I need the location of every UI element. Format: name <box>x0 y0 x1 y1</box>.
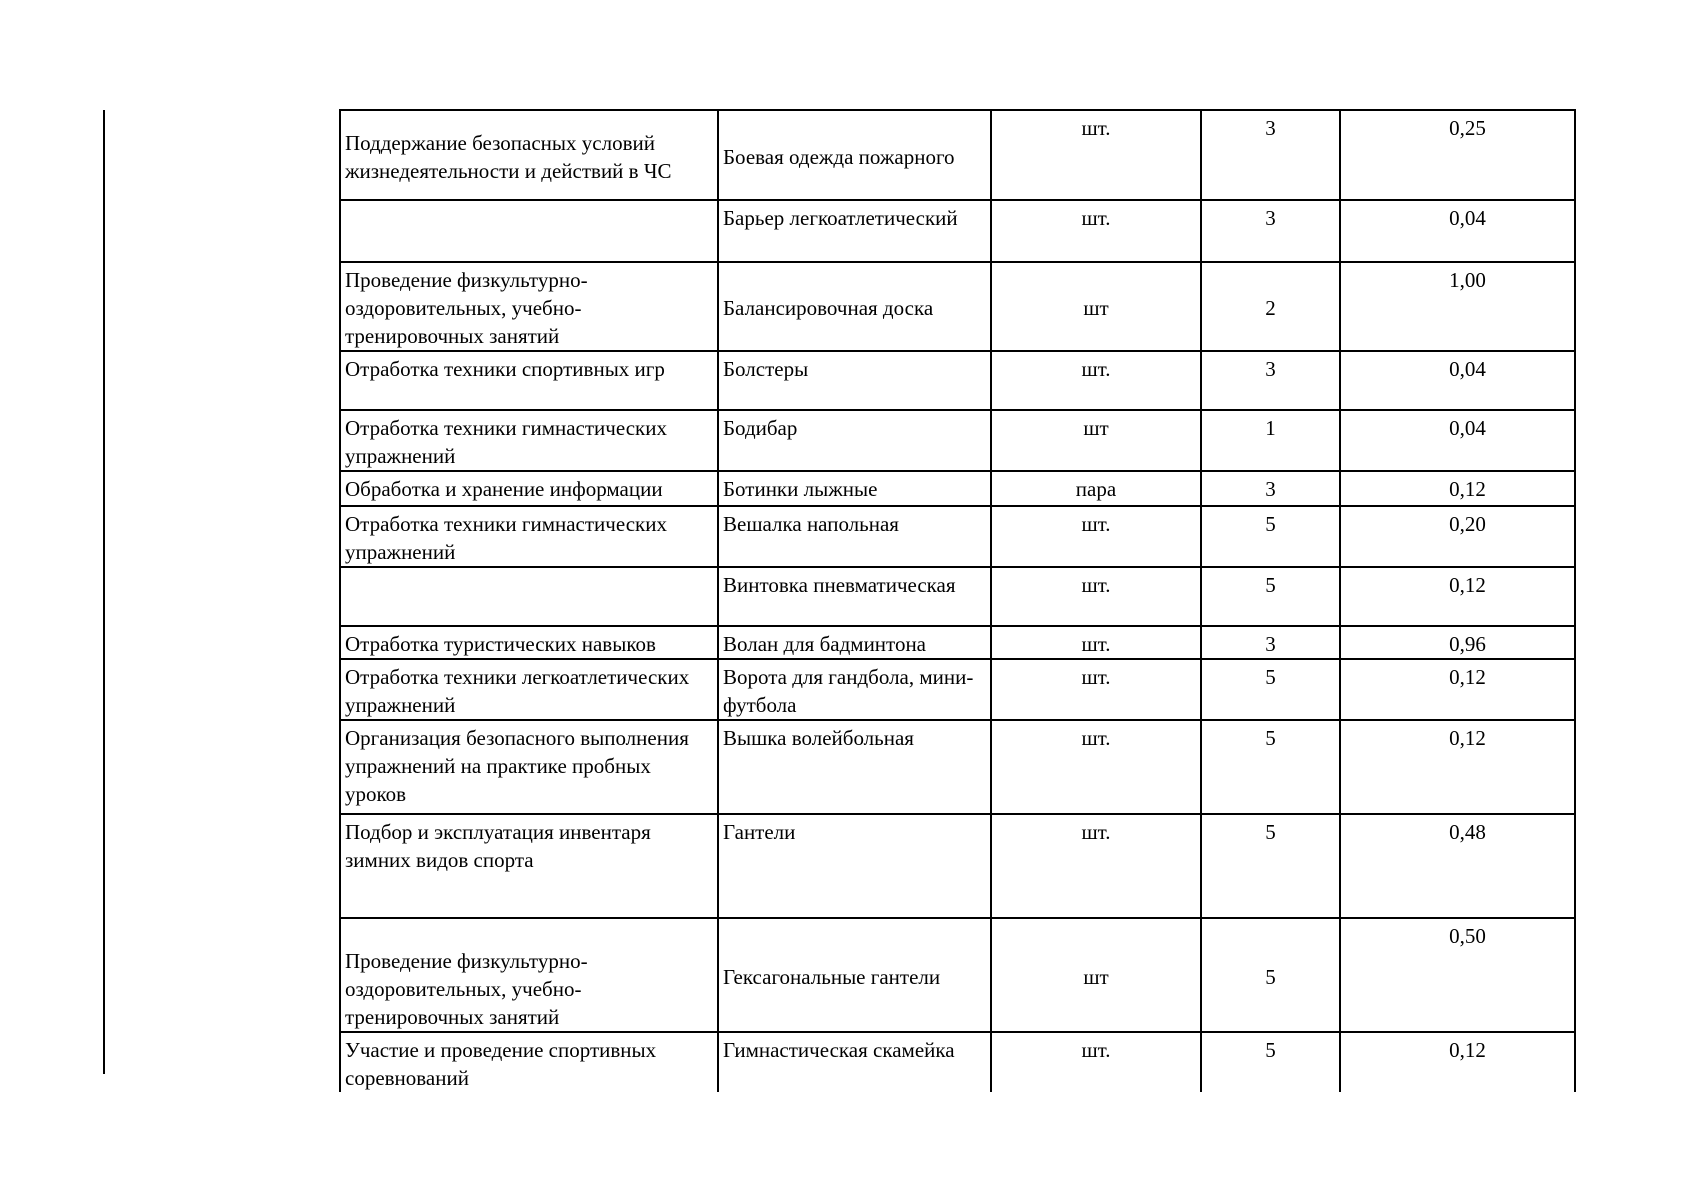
unit-cell: шт. <box>991 567 1201 626</box>
purpose-cell: Отработка техники гимнастических упражнений <box>340 410 718 471</box>
purpose-cell: Обработка и хранение информации <box>340 471 718 506</box>
table-row <box>340 262 1575 351</box>
purpose-cell <box>340 567 718 626</box>
rate-cell <box>1340 626 1575 659</box>
purpose-cell: Проведение физкультурно-оздоровительных, учебно-тренировочных занятий <box>340 918 718 1032</box>
purpose-cell: Отработка туристических навыков <box>340 626 718 659</box>
rate-value: 1,00 <box>1449 268 1486 292</box>
item-cell: Боевая одежда пожарного <box>718 110 991 200</box>
item-cell: Гексагональные гантели <box>718 918 991 1032</box>
table-row <box>340 471 1575 506</box>
qty-cell: 5 <box>1201 506 1340 567</box>
purpose-cell: Организация безопасного выполнения упражнений на практике пробных уроков <box>340 720 718 814</box>
unit-cell: шт <box>991 918 1201 1032</box>
table-row <box>340 659 1575 720</box>
rate-value: 0,20 <box>1449 512 1486 536</box>
qty-cell: 3 <box>1201 200 1340 262</box>
rate-cell <box>1340 471 1575 506</box>
rate-cell <box>1340 918 1575 1032</box>
equipment-table <box>339 109 1576 1092</box>
rate-value: 0,48 <box>1449 820 1486 844</box>
unit-cell: шт. <box>991 200 1201 262</box>
rate-cell <box>1340 410 1575 471</box>
rate-value: 0,12 <box>1449 1038 1486 1062</box>
qty-cell: 2 <box>1201 262 1340 351</box>
rate-cell <box>1340 200 1575 262</box>
table-row <box>340 918 1575 1032</box>
qty-cell: 5 <box>1201 720 1340 814</box>
unit-cell: пара <box>991 471 1201 506</box>
unit-cell: шт. <box>991 720 1201 814</box>
rate-value: 0,12 <box>1449 665 1486 689</box>
item-cell: Барьер легкоатлетический <box>718 200 991 262</box>
purpose-cell: Отработка техники легкоатлетических упражнений <box>340 659 718 720</box>
item-cell: Вешалка напольная <box>718 506 991 567</box>
unit-cell: шт. <box>991 351 1201 410</box>
rate-value: 0,12 <box>1449 477 1486 501</box>
rate-value: 0,96 <box>1449 632 1486 656</box>
table-row <box>340 567 1575 626</box>
qty-cell: 3 <box>1201 351 1340 410</box>
purpose-cell: Отработка техники спортивных игр <box>340 351 718 410</box>
item-cell: Волан для бадминтона <box>718 626 991 659</box>
item-cell: Вышка волейбольная <box>718 720 991 814</box>
rate-value: 0,12 <box>1449 573 1486 597</box>
purpose-cell: Отработка техники гимнастических упражнений <box>340 506 718 567</box>
qty-cell: 5 <box>1201 1032 1340 1092</box>
table-row <box>340 410 1575 471</box>
unit-cell: шт <box>991 410 1201 471</box>
unit-cell: шт. <box>991 110 1201 200</box>
table-row <box>340 110 1575 200</box>
rate-cell <box>1340 506 1575 567</box>
qty-cell: 1 <box>1201 410 1340 471</box>
table-row <box>340 720 1575 814</box>
rate-value: 0,04 <box>1449 416 1486 440</box>
rate-cell <box>1340 567 1575 626</box>
qty-cell: 5 <box>1201 918 1340 1032</box>
item-cell: Винтовка пневматическая <box>718 567 991 626</box>
qty-cell: 3 <box>1201 626 1340 659</box>
rate-cell <box>1340 110 1575 200</box>
rate-cell <box>1340 1032 1575 1092</box>
unit-cell: шт <box>991 262 1201 351</box>
table-row <box>340 200 1575 262</box>
table-row <box>340 626 1575 659</box>
unit-cell: шт. <box>991 659 1201 720</box>
item-cell: Ботинки лыжные <box>718 471 991 506</box>
table-row <box>340 351 1575 410</box>
qty-cell: 3 <box>1201 110 1340 200</box>
item-cell: Ворота для гандбола, мини-футбола <box>718 659 991 720</box>
rate-cell <box>1340 351 1575 410</box>
table-row <box>340 506 1575 567</box>
unit-cell: шт. <box>991 1032 1201 1092</box>
purpose-cell <box>340 200 718 262</box>
purpose-cell: Участие и проведение спортивных соревнований <box>340 1032 718 1092</box>
purpose-cell: Поддержание безопасных условий жизнедеятельности и действий в ЧС <box>340 110 718 200</box>
rate-value: 0,12 <box>1449 726 1486 750</box>
rate-value: 0,04 <box>1449 206 1486 230</box>
item-cell: Бодибар <box>718 410 991 471</box>
unit-cell: шт. <box>991 506 1201 567</box>
qty-cell: 5 <box>1201 814 1340 918</box>
rate-value: 0,04 <box>1449 357 1486 381</box>
item-cell: Болстеры <box>718 351 991 410</box>
item-cell: Балансировочная доска <box>718 262 991 351</box>
qty-cell: 5 <box>1201 659 1340 720</box>
item-cell: Гантели <box>718 814 991 918</box>
purpose-cell: Проведение физкультурно-оздоровительных, учебно-тренировочных занятий <box>340 262 718 351</box>
table-container <box>339 109 1574 1090</box>
unit-cell: шт. <box>991 626 1201 659</box>
purpose-cell: Подбор и эксплуатация инвентаря зимних видов спорта <box>340 814 718 918</box>
qty-cell: 5 <box>1201 567 1340 626</box>
unit-cell: шт. <box>991 814 1201 918</box>
rate-cell <box>1340 659 1575 720</box>
rate-value: 0,25 <box>1449 116 1486 140</box>
item-cell: Гимнастическая скамейка <box>718 1032 991 1092</box>
rate-value: 0,50 <box>1449 924 1486 948</box>
rate-cell <box>1340 720 1575 814</box>
rate-cell <box>1340 262 1575 351</box>
table-row <box>340 1032 1575 1092</box>
left-margin-rule <box>103 110 105 1074</box>
rate-cell <box>1340 814 1575 918</box>
table-row <box>340 814 1575 918</box>
qty-cell: 3 <box>1201 471 1340 506</box>
